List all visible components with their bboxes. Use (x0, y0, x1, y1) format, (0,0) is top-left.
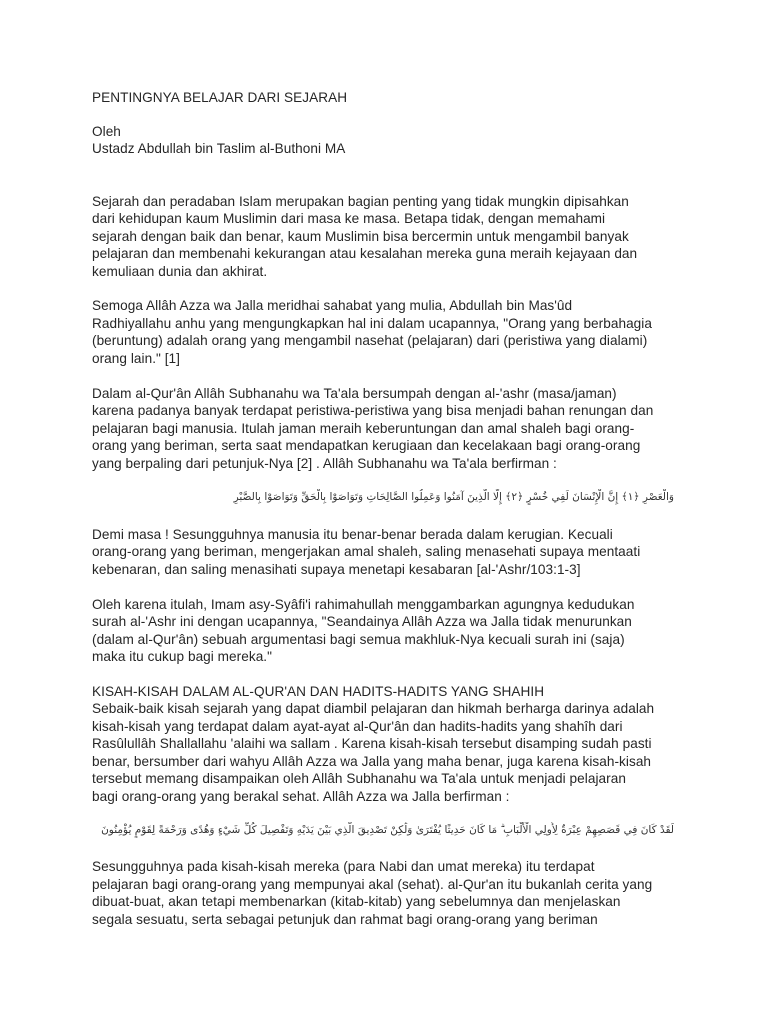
arabic-verse-al-ashr: وَالْعَصْرِ ﴿١﴾ إِنَّ الْإِنْسَانَ لَفِي خُسْرٍ ﴿٢﴾ إِلَّا الَّذِينَ آمَنُوا وَعَمِلُوا الصَّالِحَاتِ وَتَوَاصَوْا بِالْحَقِّ وَتَوَاصَوْا بِالصَّبْرِ (233, 491, 674, 503)
paragraph-5-line: Oleh karena itulah, Imam asy-Syâfi'i rahimahullah menggambarkan agungnya kedudukan (92, 597, 635, 612)
paragraph-7-line: pelajaran bagi orang-orang yang mempunyai akal (sehat). al-Qur'an itu bukanlah cerita yang (92, 877, 653, 892)
paragraph-3-line: yang berpaling dari petunjuk-Nya [2] . Allâh Subhanahu wa Ta'ala berfirman : (92, 456, 557, 471)
paragraph-6-line: benar, bersumber dari wahyu Allâh Azza wa Jalla yang maha benar, juga karena kisah-kisah (92, 754, 652, 769)
page-title: PENTINGNYA BELAJAR DARI SEJARAH (92, 90, 348, 105)
paragraph-1-line: kemuliaan dunia dan akhirat. (92, 264, 268, 279)
paragraph-7-line: segala sesuatu, serta sebagai petunjuk dan rahmat bagi orang-orang yang beriman (92, 912, 598, 927)
paragraph-4-line: Demi masa ! Sesungguhnya manusia itu benar-benar berada dalam kerugian. Kecuali (92, 527, 613, 542)
paragraph-5-line: surah al-'Ashr ini dengan ucapannya, "Seandainya Allâh Azza wa Jalla tidak menurunkan (92, 614, 632, 629)
paragraph-2-line: Semoga Allâh Azza wa Jalla meridhai sahabat yang mulia, Abdullah bin Mas'ûd (92, 298, 573, 313)
paragraph-3-line: Dalam al-Qur'ân Allâh Subhanahu wa Ta'ala bersumpah dengan al-'ashr (masa/jaman) (92, 386, 617, 401)
section-heading: KISAH-KISAH DALAM AL-QUR'AN DAN HADITS-HADITS YANG SHAHIH (92, 684, 545, 699)
paragraph-7-line: Sesungguhnya pada kisah-kisah mereka (para Nabi dan umat mereka) itu terdapat (92, 859, 595, 874)
paragraph-5-line: maka itu cukup bagi mereka." (92, 649, 273, 664)
paragraph-3-line: orang yang beriman, serta saat mendapatkan kerugiaan dan kecelakaan bagi orang-orang (92, 438, 641, 453)
paragraph-2-line: Radhiyallahu anhu yang mengungkapkan hal ini dalam ucapannya, "Orang yang berbahagia (92, 316, 652, 331)
paragraph-1-line: pelajaran dan membenahi kekurangan atau kesalahan mereka guna meraih kejayaan dan (92, 246, 638, 261)
paragraph-1-line: sejarah dengan baik dan benar, kaum Muslimin bisa bercermin untuk mengambil banyak (92, 229, 629, 244)
paragraph-6-line: Sebaik-baik kisah sejarah yang dapat diambil pelajaran dan hikmah berharga darinya adalah (92, 701, 655, 716)
paragraph-2-line: orang lain." [1] (92, 351, 180, 366)
paragraph-6-line: tersebut memang disampaikan oleh Allâh Subhanahu wa Ta'ala untuk menjadi pelajaran (92, 771, 626, 786)
paragraph-5-line: (dalam al-Qur'ân) sebuah argumentasi bagi semua makhluk-Nya kecuali surah ini (saja) (92, 632, 625, 647)
paragraph-1-line: Sejarah dan peradaban Islam merupakan bagian penting yang tidak mungkin dipisahkan (92, 194, 629, 209)
paragraph-4-line: orang-orang yang beriman, mengerjakan amal shaleh, saling menasehati supaya mentaati (92, 544, 641, 559)
paragraph-1-line: dari kehidupan kaum Muslimin dari masa ke masa. Betapa tidak, dengan memahami (92, 211, 606, 226)
paragraph-7-line: dibuat-buat, akan tetapi membenarkan (kitab-kitab) yang sebelumnya dan menjelaskan (92, 894, 621, 909)
paragraph-6-line: bagi orang-orang yang berakal sehat. Allâh Azza wa Jalla berfirman : (92, 789, 510, 804)
paragraph-6-line: Rasûlullâh Shallallahu 'alaihi wa sallam . Karena kisah-kisah tersebut disamping sudah pasti (92, 736, 652, 751)
byline-label: Oleh (92, 124, 121, 139)
arabic-verse-yusuf: لَقَدْ كَانَ فِي قَصَصِهِمْ عِبْرَةٌ لِأُولِي الْأَلْبَابِ ۗ مَا كَانَ حَدِيثًا يُفْتَرَىٰ وَلَٰكِنْ تَصْدِيقَ الَّذِي بَيْنَ يَدَيْهِ وَتَفْصِيلَ كُلِّ شَيْءٍ وَهُدًى وَرَحْمَةً لِقَوْمٍ يُؤْمِنُونَ (101, 824, 674, 836)
paragraph-4-line: kebenaran, dan saling menasihati supaya menetapi kesabaran [al-'Ashr/103:1-3] (92, 562, 581, 577)
paragraph-6-line: kisah-kisah yang terdapat dalam ayat-ayat al-Qur'ân dan hadits-hadits yang shahîh dari (92, 719, 623, 734)
paragraph-2-line: (beruntung) adalah orang yang mengambil nasehat (pelajaran) dari (peristiwa yang dialami) (92, 333, 648, 348)
paragraph-3-line: karena padanya banyak terdapat peristiwa-peristiwa yang bisa menjadi bahan renungan dan (92, 403, 654, 418)
paragraph-3-line: pelajaran bagi manusia. Itulah jaman meraih keberuntungan dan amal shaleh bagi orang- (92, 421, 635, 436)
byline-author: Ustadz Abdullah bin Taslim al-Buthoni MA (92, 141, 346, 156)
